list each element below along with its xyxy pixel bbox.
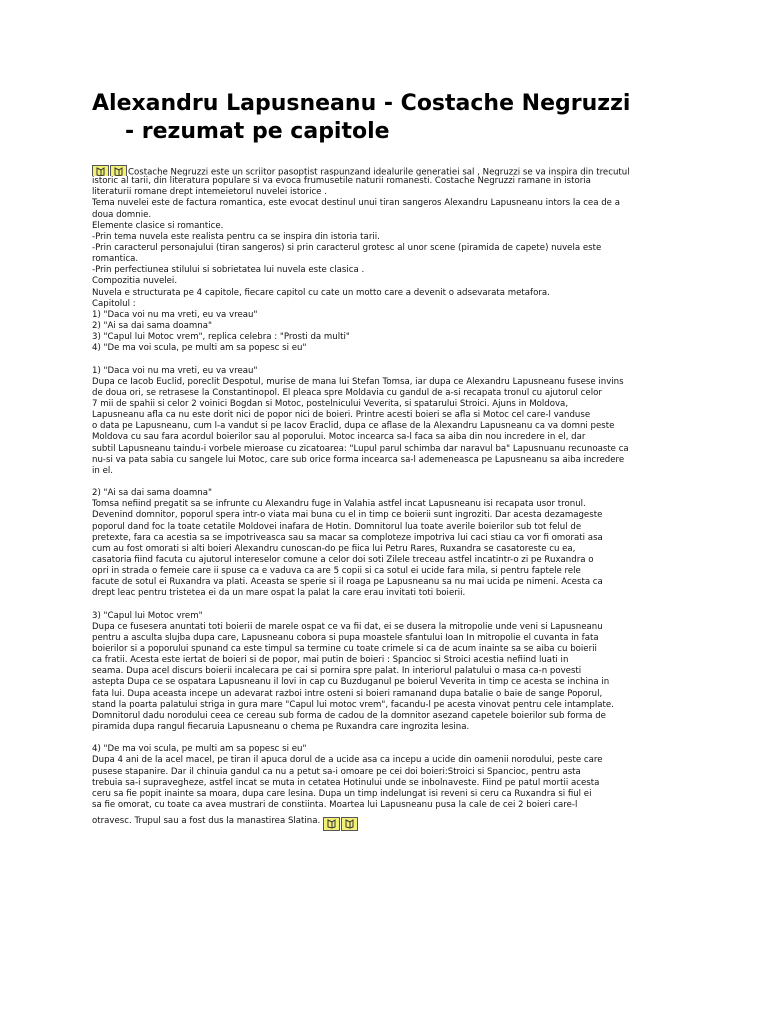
chapter3-line-text: Dupa ce fusesera anuntati toti boierii de marele ospat ce va fii dat, ei se dusera la mitropolie unde veni si Lapusneanu [92, 621, 603, 632]
intro-line-text: istoric al tarii, din literatura populare si va evoca frumusetile naturii romanesti. Costache Negruzzi ramane in istoria [92, 176, 591, 187]
intro-line-text: Compozitia nuvelei. [92, 276, 178, 287]
chapter2-line [92, 566, 664, 577]
chapter1-line [92, 466, 664, 477]
chapter1-line-text: in el. [92, 465, 113, 476]
closing-line [92, 813, 664, 829]
chapter1-line [92, 444, 664, 455]
chapter1-line [92, 421, 664, 432]
intro-line [92, 221, 664, 232]
chapter1-line [92, 388, 664, 399]
chapter3-line-text: astepta Dupa ce se ospatara Lapusneanu il lovi in cap cu Buzduganul pe boierul Veverita in timp ce acesta se inchina in [92, 677, 610, 688]
title-line-1: Alexandru Lapusneanu - Costache Negruzzi [92, 91, 631, 116]
intro-line [92, 343, 664, 354]
chapter3-line [92, 666, 664, 677]
intro-line-text: Elemente clasice si romantice. [92, 220, 224, 231]
intro-line [92, 276, 664, 287]
document-title [92, 90, 692, 146]
chapter3-line [92, 677, 664, 688]
chapter4-line [92, 744, 664, 755]
chapter2-line [92, 510, 664, 521]
chapter3-line [92, 644, 664, 655]
chapter4-line-text: trebuia sa-i supravegheze, astfel incat se muta in cetatea Hotinului unde se inbolnaveste. Fiind pe patul mortii acesta [92, 777, 600, 788]
chapter2-line [92, 522, 664, 533]
intro-line [92, 165, 664, 176]
chapter2-line-text: Tomsa nefiind pregatit sa se infrunte cu Alexandru fuge in Valahia astfel incat Lapusneanu isi recapata usor tronul. [92, 499, 586, 510]
book-icon[interactable] [323, 817, 340, 831]
chapter3-line [92, 689, 664, 700]
chapter2-line [92, 555, 664, 566]
chapter3-line [92, 700, 664, 711]
chapter2-line-text: pretexte, fara ca acestia sa se impotriveasca sau sa macar sa comploteze impotriva lui caci stiau ca vor fi omorati asa [92, 532, 603, 543]
intro-line-text: 4) "De ma voi scula, pe multi am sa popesc si eu" [92, 343, 307, 354]
chapter4-line [92, 789, 664, 800]
chapter3-line-text: seama. Dupa acel discurs boierii incalecara pe cai si pornira spre palat. In interiorul palatului o masa ca-n povesti [92, 666, 582, 677]
chapter4-line-text: sa fie omorat, cu toate ca avea mustrari de constiinta. Moartea lui Lapusneanu pusa la cale de cei 2 boieri care-l [92, 800, 578, 811]
chapter3-line-text: 3) "Capul lui Motoc vrem" [92, 610, 203, 621]
chapter4-line [92, 767, 664, 778]
intro-line-text: -Prin tema nuvela este realista pentru ca se inspira din istoria tarii. [92, 231, 380, 242]
intro-line [92, 187, 664, 198]
intro-line-text: literaturii romane drept intemeietorul nuvelei istorice . [92, 187, 327, 198]
intro-line-text: Nuvela e structurata pe 4 capitole, fiecare capitol cu cate un motto care a devenit o adsevarata metafora. [92, 287, 550, 298]
intro-line-text: -Prin perfectiunea stilului si sobrietatea lui nuvela este clasica . [92, 265, 365, 276]
chapter2-line-text: Devenind domnitor, poporul spera intr-o viata mai buna cu el in timp ce boierii sunt ingroziti. Dar acesta dezamageste [92, 510, 603, 521]
intro-line [92, 198, 664, 209]
end-icons[interactable] [323, 816, 359, 832]
intro-line-text: doua domnie. [92, 209, 152, 220]
chapter2-line-text: facute de sotul ei Ruxandra va plati. Aceasta se sperie si il roaga pe Lapusneanu sa nu mai ucida pe nimeni. Acesta ca [92, 577, 603, 588]
chapter2-line-text: drept leac pentru tristetea ei da un mare ospat la palat la care erau invitati toti boierii. [92, 588, 466, 599]
chapter3-line-text: pentru a asculta slujba dupa care, Lapusneanu cobora si pupa moastele sfantului Ioan In mitropolie el cuvanta in fata [92, 632, 599, 643]
intro-line-text: romantica. [92, 254, 139, 265]
chapter2-line [92, 544, 664, 555]
chapter-2-section [92, 488, 664, 599]
document-body [92, 165, 664, 829]
chapter4-line [92, 778, 664, 789]
chapter1-line [92, 410, 664, 421]
chapter2-line-text: cum au fost omorati si alti boieri Alexandru cunoscan-do pe fiica lui Petru Rares, Ruxandra se casatoreste cu ea, [92, 543, 576, 554]
chapter3-line [92, 711, 664, 722]
intro-line [92, 243, 664, 254]
chapter1-line-text: 1) "Daca voi nu ma vreti, eu va vreau" [92, 365, 258, 376]
intro-line [92, 254, 664, 265]
intro-line [92, 332, 664, 343]
intro-line [92, 299, 664, 310]
chapter2-line-text: casatoria fiind facuta cu ajutorul intereselor comune a celor doi soti Zilele treceau astfel incatintr-o zi pe Ruxandra o [92, 554, 594, 565]
chapter1-line [92, 377, 664, 388]
chapter1-line [92, 366, 664, 377]
chapter-1-section [92, 366, 664, 477]
intro-line [92, 321, 664, 332]
book-icon[interactable] [341, 817, 358, 831]
chapter-3-section [92, 611, 664, 734]
chapter3-line [92, 633, 664, 644]
chapter2-line [92, 588, 664, 599]
chapter2-line-text: 2) "Ai sa dai sama doamna" [92, 488, 212, 499]
chapter2-line-text: opri in strada o femeie care ii spuse ca e vaduva ca are 5 copii si ca sotul ei ucide fara mila, si pentru faptele rele [92, 566, 581, 577]
chapter1-line-text: o data pe Lapusneanu, cum l-a vandut si pe Iacov Eraclid, dupa ce aflase de la Alexandru Lapusneanu ca va domni peste [92, 421, 615, 432]
intro-line-text: Capitolul : [92, 298, 136, 309]
intro-line-text: Costache Negruzzi este un scriitor pasoptist raspunzand idealurile generatiei sal , Negruzzi se va inspira din trecutul [128, 167, 630, 177]
book-icon[interactable] [110, 165, 127, 176]
chapter4-line-text: 4) "De ma voi scula, pe multi am sa popesc si eu" [92, 744, 307, 755]
chapter1-line [92, 455, 664, 466]
chapter1-line [92, 399, 664, 410]
intro-line [92, 176, 664, 187]
chapter3-line-text: fata lui. Dupa aceasta incepe un adevarat razboi intre osteni si boieri ramanand dupa batalie o baie de sange Poporul, [92, 688, 603, 699]
intro-line [92, 210, 664, 221]
chapter1-line-text: Dupa ce Iacob Euclid, poreclit Despotul, murise de mana lui Stefan Tomsa, iar dupa ce Alexandru Lapusneanu fusese invins [92, 376, 624, 387]
chapter1-line [92, 432, 664, 443]
chapter2-line [92, 499, 664, 510]
chapter3-line [92, 655, 664, 666]
intro-line-text: 2) "Ai sa dai sama doamna" [92, 320, 212, 331]
chapter2-line [92, 577, 664, 588]
chapter4-line-text: ceru sa fie popit inainte sa moara, dupa care lesina. Dupa un timp indelungat isi reveni si ceru ca Ruxandra si fiul ei [92, 788, 592, 799]
intro-line-text: Tema nuvelei este de factura romantica, este evocat destinul unui tiran sangeros Alexandru Lapusneanu intors la cea de a [92, 198, 620, 209]
chapter3-line [92, 722, 664, 733]
chapter4-line-text: pusese stapanire. Dar il chinuia gandul ca nu a petut sa-i omoare pe cei doi boieri:Stroici si Spancioc, pentru asta [92, 766, 581, 777]
intro-line-text: -Prin caracterul personajului (tiran sangeros) si prin caracterul grotesc al unor scene (piramida de capete) nuvela este [92, 242, 602, 253]
closing-line-text: otravesc. Trupul sau a fost dus la manastirea Slatina. [92, 816, 321, 827]
intro-line-text: 3) "Capul lui Motoc vrem", replica celebra : "Prosti da multi" [92, 332, 350, 343]
chapter4-line-text: Dupa 4 ani de la acel macel, pe tiran il apuca dorul de a ucide asa ca incepu a ucide din oamenii norodului, peste care [92, 755, 603, 766]
chapter3-line [92, 622, 664, 633]
chapter3-line-text: boierilor si a poporului spunand ca este timpul sa termine cu toate crimele si ca de acum inainte sa se aiba cu boierii [92, 644, 597, 655]
chapter1-line-text: Lapusneanu afla ca nu este dorit nici de popor nici de boieri. Printre acesti boieri se afla si Motoc cel care-l vanduse [92, 410, 591, 421]
title-line-2: - rezumat pe capitole [125, 119, 390, 144]
chapter1-line-text: 7 mii de spahii si celor 2 voinici Bogdan si Motoc, postelnicului Veverita, si spatarului Stroici. Ajuns in Moldova, [92, 398, 569, 409]
chapter3-line [92, 611, 664, 622]
chapter3-line-text: stand la poarta palatului striga in gura mare "Capul lui motoc vrem", facandu-l pe acesta vinovat pentru cele intamplate. [92, 699, 614, 710]
book-icon[interactable] [92, 165, 109, 176]
start-icons[interactable] [92, 165, 128, 176]
intro-line [92, 288, 664, 299]
chapter4-line [92, 755, 664, 766]
intro-line [92, 265, 664, 276]
chapter1-line-text: subtil Lapusneanu taindu-i vorbele mieroase cu zicatoarea: "Lupul parul schimba dar naravul ba" Lapusnuanu recunoaste ca [92, 443, 629, 454]
chapter1-line-text: Moldova cu sau fara acordul boierilor sau al poporului. Motoc incearca sa-l faca sa aiba din nou incredere in el, dar [92, 432, 586, 443]
chapter4-line [92, 800, 664, 811]
chapter3-line-text: ca fratii. Acesta este iertat de boieri si de popor, mai putin de boieri : Spancioc si Stroici acestia nefiind luati in [92, 655, 569, 666]
intro-line-text: 1) "Daca voi nu ma vreti, eu va vreau" [92, 309, 258, 320]
chapter-4-section [92, 744, 664, 811]
chapter2-line [92, 488, 664, 499]
chapter3-line-text: piramida dupa rangul fiecaruia Lapusneanu o chema pe Ruxandra care ingrozita lesina. [92, 722, 470, 733]
intro-paragraph [92, 165, 664, 354]
chapter1-line-text: de doua ori, se retrasese la Constantinopol. El pleaca spre Moldavia cu gandul de a-si recapata tronul cu ajutorul celor [92, 387, 602, 398]
chapter3-line-text: Domnitorul dadu norodului ceea ce cereau sub forma de cadou de la domnitor asezand capetele boierilor sub forma de [92, 710, 606, 721]
chapter1-line-text: nu-si va pata sabia cu sangele lui Motoc, care sub orice forma incearca sa-l ademeneasca pe Lapusneanu sa aiba incredere [92, 454, 625, 465]
intro-line [92, 232, 664, 243]
intro-line [92, 310, 664, 321]
chapter2-line-text: poporul dand foc la toate cetatile Moldovei inafara de Hotin. Domnitorul lua toate averile boierilor sub tot felul de [92, 521, 582, 532]
chapter2-line [92, 533, 664, 544]
